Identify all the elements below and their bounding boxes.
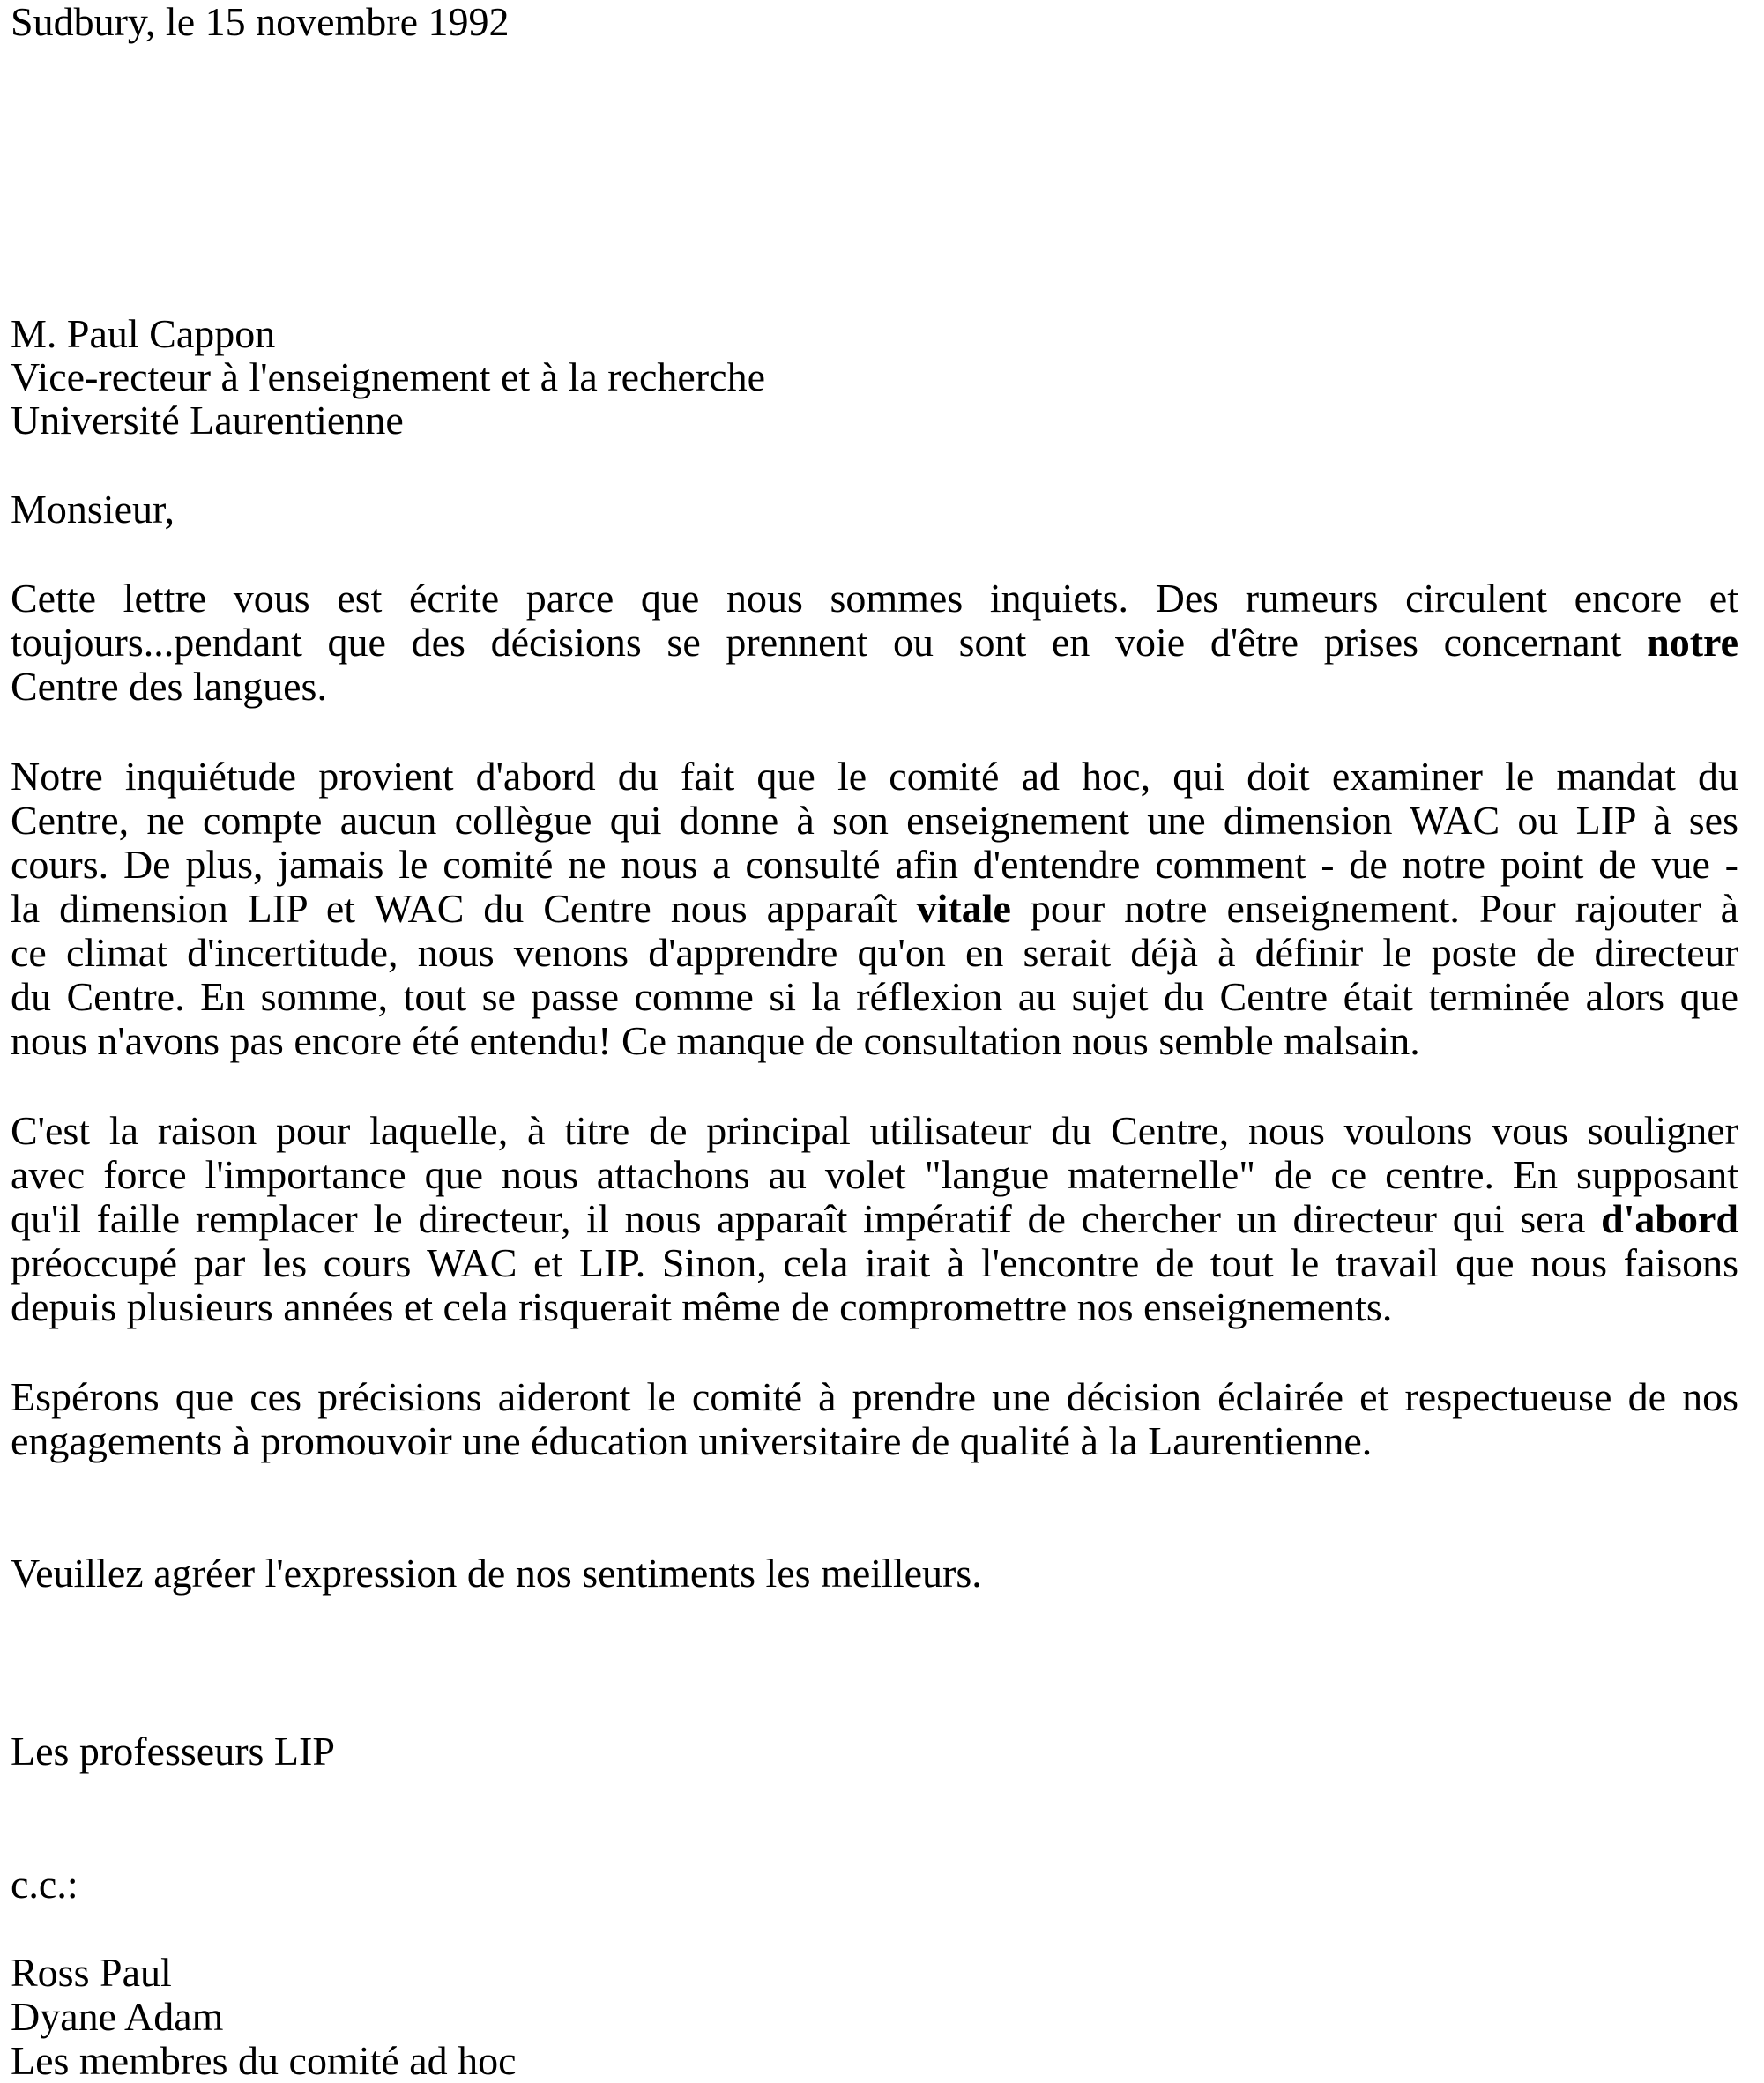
- closing: Veuillez agréer l'expression de nos sentiments les meilleurs.: [11, 1551, 982, 1596]
- paragraph-2-line-4: la dimension LIP et WAC du Centre nous apparaît vitale pour notre enseignement. Pour rajouter à: [11, 886, 1739, 931]
- paragraph-2-line-1: Notre inquiétude provient d'abord du fait que le comité ad hoc, qui doit examiner le mandat du: [11, 754, 1738, 799]
- paragraph-2-line-6: du Centre. En somme, tout se passe comme si la réflexion au sujet du Centre était terminée alors que: [11, 974, 1738, 1019]
- paragraph-3-line-2: avec force l'importance que nous attachons au volet "langue maternelle" de ce centre. En supposant: [11, 1152, 1738, 1197]
- cc-recipient: Ross Paul: [11, 1950, 172, 1995]
- recipient-name: M. Paul Cappon: [11, 311, 276, 356]
- recipient-title: Vice-recteur à l'enseignement et à la recherche: [11, 354, 765, 399]
- emphasis-dabord: d'abord: [1601, 1196, 1739, 1241]
- letter-date: Sudbury, le 15 novembre 1992: [11, 0, 510, 44]
- paragraph-1-line-1: Cette lettre vous est écrite parce que nous sommes inquiets. Des rumeurs circulent encore et: [11, 576, 1738, 621]
- recipient-institution: Université Laurentienne: [11, 398, 404, 443]
- emphasis-notre: notre: [1647, 620, 1739, 665]
- paragraph-3-line-3: qu'il faille remplacer le directeur, il nous apparaît impératif de chercher un directeur qui sera d'abord: [11, 1196, 1739, 1241]
- cc-recipient: Dyane Adam: [11, 1994, 224, 2039]
- cc-label: c.c.:: [11, 1862, 78, 1907]
- paragraph-2-line-2: Centre, ne compte aucun collègue qui donne à son enseignement une dimension WAC ou LIP à ses: [11, 798, 1738, 843]
- paragraph-3-line-5: depuis plusieurs années et cela risquerait même de compromettre nos enseignements.: [11, 1284, 1393, 1329]
- paragraph-2-line-5: ce climat d'incertitude, nous venons d'apprendre qu'on en serait déjà à définir le poste de directeur: [11, 930, 1738, 975]
- paragraph-4-line-2: engagements à promouvoir une éducation universitaire de qualité à la Laurentienne.: [11, 1418, 1373, 1463]
- emphasis-vitale: vitale: [916, 886, 1011, 931]
- paragraph-1-line-3: Centre des langues.: [11, 664, 327, 709]
- salutation: Monsieur,: [11, 487, 175, 532]
- paragraph-1-line-2: toujours...pendant que des décisions se prennent ou sont en voie d'être prises concernant notre: [11, 620, 1739, 665]
- paragraph-4-line-1: Espérons que ces précisions aideront le comité à prendre une décision éclairée et respectueuse de nos: [11, 1374, 1738, 1419]
- signature: Les professeurs LIP: [11, 1729, 335, 1774]
- paragraph-2-line-3: cours. De plus, jamais le comité ne nous a consulté afin d'entendre comment - de notre point de vue -: [11, 842, 1738, 887]
- paragraph-2-line-7: nous n'avons pas encore été entendu! Ce manque de consultation nous semble malsain.: [11, 1018, 1420, 1063]
- paragraph-3-line-1: C'est la raison pour laquelle, à titre de principal utilisateur du Centre, nous voulons vous souligner: [11, 1108, 1738, 1153]
- cc-recipient: Les membres du comité ad hoc: [11, 2038, 517, 2083]
- paragraph-3-line-4: préoccupé par les cours WAC et LIP. Sinon, cela irait à l'encontre de tout le travail que nous faisons: [11, 1240, 1738, 1285]
